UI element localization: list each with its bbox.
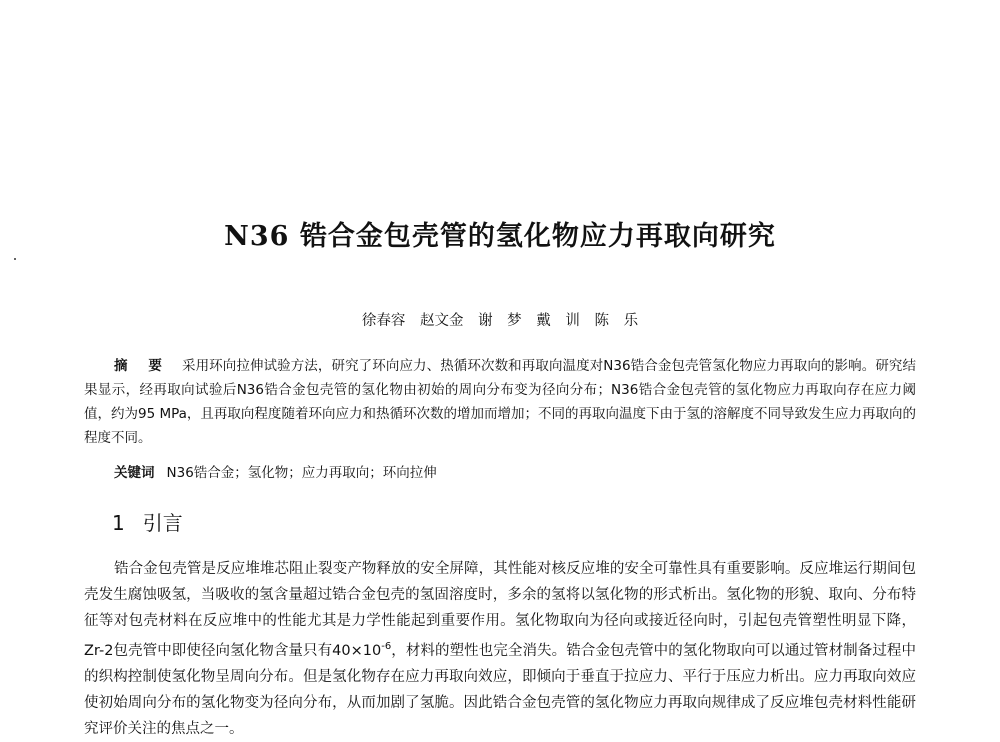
keywords-label: 关键词 [114, 465, 155, 481]
author-list: 徐春容 赵文金 谢 梦 戴 训 陈 乐 [361, 313, 639, 329]
keywords [114, 461, 914, 481]
abstract-label: 摘 要 [114, 358, 170, 374]
section-title: 引言 [142, 511, 183, 535]
section-number: 1 [112, 511, 125, 535]
scan-speck [14, 258, 16, 260]
intro-text-part1: 锆合金包壳管是反应堆堆芯阻止裂变产物释放的安全屏障，其性能对核反应堆的安全可靠性具有重要影响。反应堆运行期间包壳发生腐蚀吸氢，当吸收的氢含量超过锆合金包壳的氢固溶度时，多余的氢将以氢化物的形式析出。氢化物的形貌、取向、分布特征等对包壳材料在反应堆中的性能尤其是力学性能起到重要作用。氢化物取向为径向或接近径向时，引起包壳管塑性明显下降，Zr-2包壳管中即使径向氢化物含量只有40×10 [84, 561, 916, 659]
section-heading [112, 507, 183, 536]
abstract-text: 采用环向拉伸试验方法，研究了环向应力、热循环次数和再取向温度对N36锆合金包壳管氢化物应力再取向的影响。研究结果显示，经再取向试验后N36锆合金包壳管的氢化物由初始的周向分布变为径向分布；N36锆合金包壳管的氢化物应力再取向存在应力阈值，约为95 MPa，且再取向程度随着环向应力和热循环次数的增加而增加；不同的再取向温度下由于氢的溶解度不同导致发生应力再取向的程度不同。 [84, 358, 917, 446]
intro-text-part2: ，材料的塑性也完全消失。锆合金包壳管中的氢化物取向可以通过管材制备过程中的织构控制使氢化物呈周向分布。但是氢化物存在应力再取向效应，即倾向于垂直于拉应力、平行于压应力析出。应力再取向效应使初始周向分布的氢化物变为径向分布，从而加剧了氢脆。因此锆合金包壳管的氢化物应力再取向规律成了反应堆包壳材料性能研究评价关注的焦点之一。 [84, 642, 916, 737]
abstract [84, 354, 916, 450]
keywords-text: N36锆合金；氢化物；应力再取向；环向拉伸 [166, 465, 437, 481]
intro-superscript: -6 [381, 641, 392, 652]
intro-paragraph [84, 556, 916, 742]
paper-title: N36 锆合金包壳管的氢化物应力再取向研究 [224, 221, 776, 252]
